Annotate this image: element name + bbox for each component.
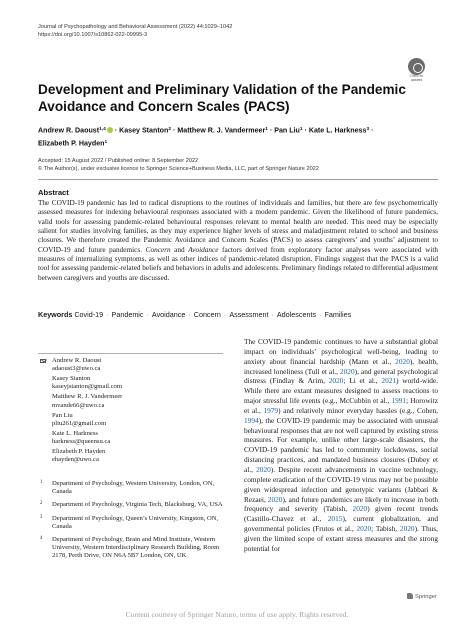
affiliation-entry bbox=[38, 536, 228, 561]
body-text-run: ), the COVID-19 pandemic may be associated with unusual behavioural responses that are not well captured by existing stress measures. For example, unlike other large-scale disasters, the COVID-19 pandemic has led to community lockdowns, social distancing practices, and mandated business closures (Dubey et al., bbox=[244, 415, 438, 474]
journal-header bbox=[38, 24, 232, 39]
citation-link[interactable]: 1979 bbox=[263, 405, 279, 415]
affiliation-text: Department of Psychology, Queen’s University, Kingston, ON, Canada bbox=[52, 514, 219, 530]
citation-link[interactable]: 2020 bbox=[352, 504, 368, 514]
contact-entry bbox=[38, 412, 228, 428]
author-affiliation-sup: 2 bbox=[168, 127, 172, 132]
journal-citation: Journal of Psychopathology and Behavioral Assessment (2022) 44:1029–1042 bbox=[38, 24, 233, 30]
contact-name: Elizabeth P. Hayden bbox=[52, 448, 106, 456]
body-text-run: ). Despite recent advancements in vaccine technology, complete eradication of the COVID-19 virus may not be possible given widespread infection and genotypic variants (Jabbari & Rezaei, bbox=[244, 464, 438, 504]
contact-email[interactable]: harkness@queensu.ca bbox=[52, 438, 111, 446]
citation-link[interactable]: 1994 bbox=[244, 415, 259, 425]
body-text-run: ), health, increased loneliness (Tull et al., bbox=[244, 356, 438, 376]
footnote-divider bbox=[38, 353, 223, 354]
keyword: Concern bbox=[193, 310, 221, 319]
keyword: Adolescents bbox=[276, 310, 317, 319]
body-text-run: ; Horowitz et al., bbox=[244, 396, 438, 415]
contact-name: Pan Liu bbox=[52, 411, 73, 419]
keyword: Covid-19 bbox=[74, 310, 104, 319]
abstract-emph: Avoidance bbox=[188, 245, 219, 254]
contact-name: Andrew R. Daoust bbox=[52, 357, 102, 364]
affiliation-number: 3 bbox=[40, 514, 43, 520]
body-text-run: ), and future pandemics are likely to increase in both frequency and severity (Tabish, bbox=[244, 494, 438, 514]
citation-link[interactable]: 2020 bbox=[399, 524, 415, 534]
contact-name: Kasey Stanton bbox=[52, 375, 91, 383]
author-name[interactable]: Kate L. Harkness bbox=[308, 126, 367, 135]
body-text-run: The COVID-19 pandemic continues to have a substantial global impact on individuals’ psychological well-being, leading to anxiety about financial hardship (Mann et al., bbox=[244, 337, 438, 366]
citation-link[interactable]: 2020 bbox=[339, 366, 355, 376]
envelope-icon bbox=[40, 359, 46, 363]
abstract-part: and bbox=[170, 245, 189, 254]
citation-link[interactable]: 2020 bbox=[328, 376, 344, 386]
publication-dates bbox=[38, 158, 319, 173]
check-updates-icon bbox=[408, 58, 425, 75]
copyright-line: © The Author(s), under exclusive licence to Springer Science+Business Media, LLC, part of Springer Nature 2022 bbox=[38, 165, 319, 172]
keyword: Assessment bbox=[229, 310, 269, 319]
contact-email[interactable]: pliu261@gmail.com bbox=[52, 419, 107, 427]
affiliation-list bbox=[38, 480, 228, 566]
citation-link[interactable]: 2015 bbox=[327, 514, 343, 524]
contact-entry bbox=[38, 448, 228, 464]
affiliation-number: 4 bbox=[40, 536, 43, 542]
publisher-logo bbox=[407, 593, 437, 600]
divider bbox=[38, 179, 438, 180]
citation-link[interactable]: 2020 bbox=[267, 494, 283, 504]
body-text-run: ), current globalization, and governmental policies (Frutos et al., bbox=[244, 514, 438, 534]
abstract-emph: Concern bbox=[145, 245, 171, 254]
accepted-date: Accepted: 15 August 2022 / Published online: 8 September 2022 bbox=[38, 158, 199, 164]
check-updates-label: Check for updates bbox=[409, 74, 424, 82]
contact-name: Kate L. Harkness bbox=[52, 429, 98, 437]
affiliation-number: 2 bbox=[40, 501, 43, 507]
affiliation-text: Department of Psychology, Virginia Tech, Blacksburg, VA, USA bbox=[52, 501, 223, 509]
body-text-run: ) given recent trends (Castillo-Chavez et al., bbox=[244, 504, 439, 524]
check-for-updates-badge[interactable] bbox=[405, 58, 428, 83]
affiliation-entry bbox=[38, 515, 228, 531]
body-text-run: ). Thus, given the limited scope of extant stress measures and the strong potential for bbox=[244, 524, 439, 553]
affiliation-entry bbox=[38, 501, 228, 509]
citation-link[interactable]: 2021 bbox=[381, 376, 397, 386]
contact-email[interactable]: adaoust3@uwo.ca bbox=[52, 365, 101, 373]
author-list: Andrew R. Daoust$^{1,4}$ · Kasey Stanton$^2$ · Matthew R. J. Vandermeer$^1$ · Pan Liu$^1$ · Kate L. Harkness$^3$ · Elizabeth P. Hayden$^1$ bbox=[38, 126, 374, 147]
publisher-name: Springer bbox=[415, 594, 437, 600]
abstract-part: factors derived from exploratory factor analyses were associated with measures of internalizing symptoms, as well as other indices of pandemic-related disruption. Findings suggest that the PACS is a valid tool for assessing pandemic-related beliefs and behaviors in adults and adolescents. Preliminary findings related to differential adjustment between caregivers and youths are discussed. bbox=[38, 245, 439, 282]
contact-name: Matthew R. J. Vandermeer bbox=[52, 393, 123, 401]
keyword: Avoidance bbox=[151, 310, 186, 319]
contact-entry bbox=[38, 357, 228, 373]
affiliation-entry bbox=[38, 480, 228, 496]
contact-entry bbox=[38, 393, 228, 409]
citation-link[interactable]: 2020 bbox=[356, 524, 372, 534]
author-affiliation-sup: 1 bbox=[299, 127, 303, 132]
body-text-run: ; Tabish, bbox=[371, 524, 400, 534]
citation-link[interactable]: 2020 bbox=[395, 356, 410, 366]
author-affiliation-sup: 1 bbox=[104, 139, 108, 145]
keywords-label: Keywords bbox=[38, 310, 73, 319]
contact-email[interactable]: ehayden@uwo.ca bbox=[52, 456, 99, 464]
affiliation-text: Department of Psychology, Brain and Mind Institute, Western University, Western Interdisciplinary Research Building, Room 2178, Perth Drive, ON N6A 5B7 London, ON, UK bbox=[52, 536, 220, 560]
author-affiliation-sup: 1 bbox=[265, 127, 268, 132]
paper-title: Development and Preliminary Validation of the Pandemic Avoidance and Concern Scales (PACS) bbox=[38, 82, 406, 114]
contact-email[interactable]: mvande66@uwo.ca bbox=[52, 401, 105, 409]
author-name[interactable]: Kasey Stanton bbox=[119, 126, 169, 135]
author-affiliation-sup: 3 bbox=[366, 127, 370, 132]
keyword: Pandemic bbox=[111, 310, 144, 319]
contact-list bbox=[38, 357, 228, 466]
contact-email[interactable]: kaseyjstanton@gmail.com bbox=[52, 383, 122, 391]
body-text-run: ) world-wide. While there are extant measures designed to assess reactions to major stressful life events (e.g., McCubbin et al., bbox=[244, 376, 438, 406]
contact-entry bbox=[38, 375, 228, 391]
body-text-run: ), and general psychological distress (Findlay & Arim, bbox=[244, 366, 438, 386]
springer-horse-icon bbox=[407, 593, 413, 599]
author-name[interactable]: Elizabeth P. Hayden bbox=[38, 139, 105, 147]
contact-entry bbox=[38, 430, 228, 446]
affiliation-text: Department of Psychology, Western University, London, ON, Canada bbox=[52, 480, 215, 496]
author-affiliation-sup: 1,4 bbox=[99, 127, 106, 132]
doi-link[interactable]: https://doi.org/10.1007/s10862-022-09995-3 bbox=[38, 31, 148, 38]
affiliation-number: 1 bbox=[40, 480, 43, 485]
body-text-run: ) and relatively minor everyday hassles (e.g., Cohen, bbox=[278, 405, 438, 415]
abstract-part: The COVID-19 pandemic has led to radical disruptions to the routines of individuals and families, but there are few psychometrically assessed measures for indexing behavioural responses associated with a modern pandemic. Given the likelihood of future pandemics, valid tools for assessing pandemic-related behavioural responses relevant to mental health are needed. This need may be especially salient for studies involving families, as they may experience higher levels of stress and maladjustment related to school and business closures. We therefore created the Pandemic Avoidance and Concern Scales (PACS) to assess caregivers’ and youths’ adjustment to COVID-19 and future pandemics. bbox=[38, 199, 438, 254]
keyword: Families bbox=[324, 310, 352, 319]
introduction-text bbox=[244, 337, 438, 554]
author-name[interactable]: Pan Liu bbox=[274, 126, 300, 135]
abstract-text bbox=[38, 199, 438, 283]
body-text-run: ; Li et al., bbox=[343, 376, 382, 386]
author-name[interactable]: Matthew R. J. Vandermeer bbox=[177, 126, 266, 135]
keywords: Keywords Covid-19 · Pandemic · Avoidance · Concern · Assessment · Adolescents · Families bbox=[38, 310, 352, 319]
author-name[interactable]: Andrew R. Daoust bbox=[38, 126, 100, 135]
abstract-heading: Abstract bbox=[38, 188, 69, 197]
citation-link[interactable]: 1991 bbox=[391, 396, 407, 406]
orcid-icon[interactable] bbox=[107, 127, 113, 133]
courtesy-notice: Content courtesy of Springer Nature, terms of use apply. Rights reserved. bbox=[125, 610, 349, 619]
citation-link[interactable]: 2020 bbox=[256, 464, 271, 474]
